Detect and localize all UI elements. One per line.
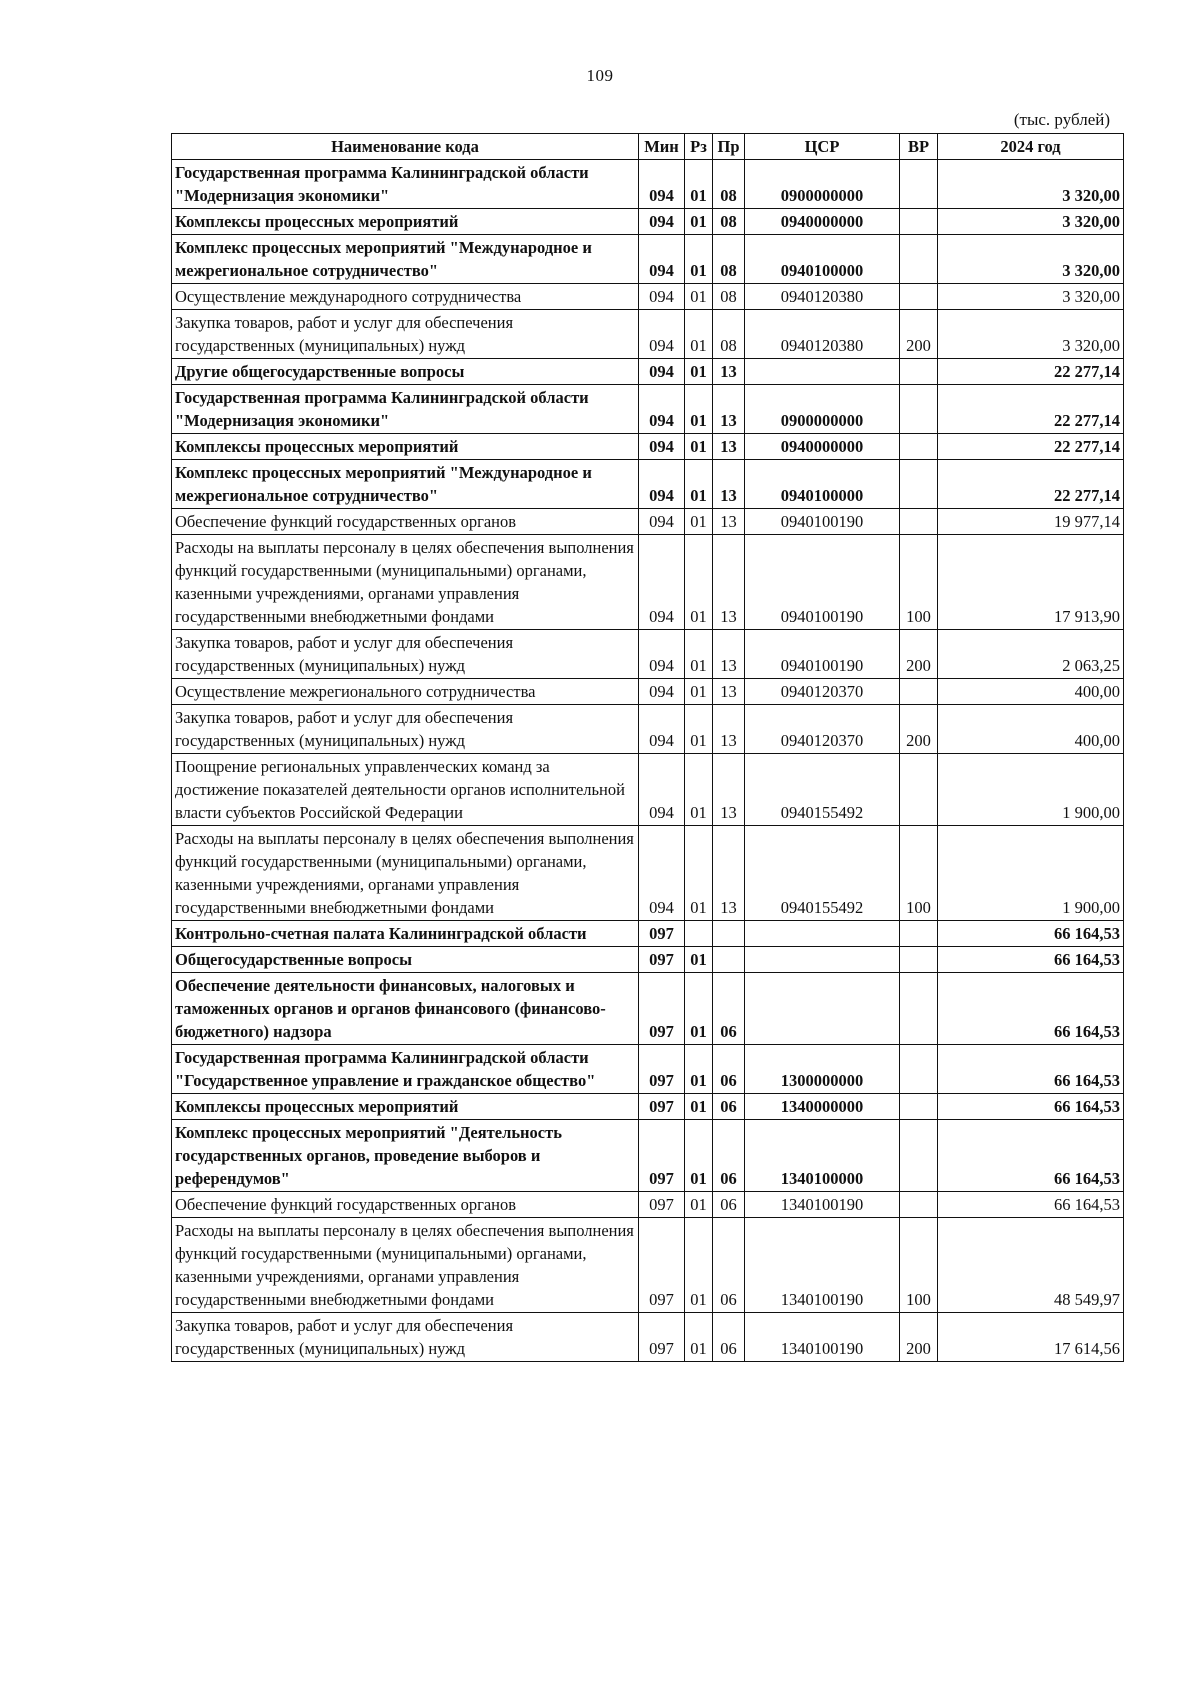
cell-amount: 66 164,53 <box>938 947 1124 973</box>
table-row <box>172 973 1124 1045</box>
cell-pr: 06 <box>713 1218 745 1313</box>
cell-pr: 13 <box>713 705 745 754</box>
cell-rz: 01 <box>685 434 713 460</box>
cell-rz: 01 <box>685 1192 713 1218</box>
table-row <box>172 235 1124 284</box>
table-row <box>172 1218 1124 1313</box>
header-name: Наименование кода <box>172 134 639 160</box>
cell-amount: 66 164,53 <box>938 1094 1124 1120</box>
cell-rz: 01 <box>685 630 713 679</box>
cell-pr: 06 <box>713 1120 745 1192</box>
cell-name: Государственная программа Калининградской области "Модернизация экономики" <box>172 160 639 209</box>
cell-amount: 3 320,00 <box>938 160 1124 209</box>
cell-amount: 3 320,00 <box>938 209 1124 235</box>
cell-vr <box>900 754 938 826</box>
cell-pr: 06 <box>713 1313 745 1362</box>
cell-rz: 01 <box>685 1120 713 1192</box>
cell-amount: 1 900,00 <box>938 754 1124 826</box>
cell-vr: 100 <box>900 826 938 921</box>
cell-min: 094 <box>639 460 685 509</box>
table-row <box>172 947 1124 973</box>
table-row <box>172 509 1124 535</box>
cell-min: 094 <box>639 284 685 310</box>
cell-min: 094 <box>639 359 685 385</box>
cell-vr: 100 <box>900 1218 938 1313</box>
cell-vr <box>900 434 938 460</box>
cell-vr: 200 <box>900 310 938 359</box>
cell-amount: 22 277,14 <box>938 460 1124 509</box>
units-label: (тыс. рублей) <box>1013 110 1110 129</box>
cell-csr: 0940120380 <box>745 310 900 359</box>
cell-rz <box>685 921 713 947</box>
cell-vr: 200 <box>900 1313 938 1362</box>
cell-min: 097 <box>639 1192 685 1218</box>
cell-min: 097 <box>639 921 685 947</box>
cell-vr: 200 <box>900 705 938 754</box>
table-row <box>172 1120 1124 1192</box>
cell-pr: 13 <box>713 434 745 460</box>
cell-csr: 1340000000 <box>745 1094 900 1120</box>
cell-name: Комплексы процессных мероприятий <box>172 209 639 235</box>
cell-csr: 0940100190 <box>745 509 900 535</box>
cell-amount: 66 164,53 <box>938 1192 1124 1218</box>
cell-rz: 01 <box>685 705 713 754</box>
table-row <box>172 1192 1124 1218</box>
cell-pr: 06 <box>713 1045 745 1094</box>
header-rz: Рз <box>685 134 713 160</box>
table-row <box>172 1094 1124 1120</box>
cell-pr: 06 <box>713 973 745 1045</box>
cell-csr: 1340100190 <box>745 1313 900 1362</box>
cell-vr <box>900 359 938 385</box>
cell-min: 094 <box>639 630 685 679</box>
cell-vr <box>900 235 938 284</box>
cell-amount: 2 063,25 <box>938 630 1124 679</box>
cell-rz: 01 <box>685 310 713 359</box>
cell-min: 094 <box>639 385 685 434</box>
table-row <box>172 921 1124 947</box>
cell-name: Осуществление межрегионального сотрудничества <box>172 679 639 705</box>
cell-csr <box>745 359 900 385</box>
cell-pr <box>713 921 745 947</box>
table-row <box>172 826 1124 921</box>
cell-csr <box>745 921 900 947</box>
cell-vr <box>900 160 938 209</box>
cell-amount: 400,00 <box>938 679 1124 705</box>
cell-min: 094 <box>639 160 685 209</box>
cell-min: 097 <box>639 1313 685 1362</box>
cell-csr <box>745 973 900 1045</box>
cell-csr: 0940120380 <box>745 284 900 310</box>
cell-name: Закупка товаров, работ и услуг для обеспечения государственных (муниципальных) нужд <box>172 630 639 679</box>
cell-rz: 01 <box>685 1045 713 1094</box>
cell-name: Расходы на выплаты персоналу в целях обеспечения выполнения функций государственными (муниципальными) органами, казенными учреждениями, органами управления государственными внебюджетными фондами <box>172 1218 639 1313</box>
cell-csr: 0940155492 <box>745 754 900 826</box>
cell-rz: 01 <box>685 973 713 1045</box>
cell-rz: 01 <box>685 535 713 630</box>
cell-amount: 400,00 <box>938 705 1124 754</box>
cell-rz: 01 <box>685 460 713 509</box>
budget-table <box>171 133 1124 1362</box>
cell-vr <box>900 1094 938 1120</box>
cell-csr: 1340100190 <box>745 1192 900 1218</box>
cell-csr: 0940100000 <box>745 235 900 284</box>
table-row <box>172 434 1124 460</box>
cell-vr <box>900 947 938 973</box>
cell-name: Осуществление международного сотрудничества <box>172 284 639 310</box>
table-header-row <box>172 134 1124 160</box>
cell-amount: 17 913,90 <box>938 535 1124 630</box>
table-row <box>172 460 1124 509</box>
cell-rz: 01 <box>685 160 713 209</box>
cell-pr: 13 <box>713 535 745 630</box>
cell-vr <box>900 509 938 535</box>
cell-csr <box>745 947 900 973</box>
cell-min: 097 <box>639 973 685 1045</box>
cell-pr: 13 <box>713 754 745 826</box>
table-row <box>172 209 1124 235</box>
cell-pr: 13 <box>713 460 745 509</box>
table-row <box>172 1313 1124 1362</box>
cell-vr <box>900 973 938 1045</box>
cell-name: Комплексы процессных мероприятий <box>172 1094 639 1120</box>
cell-name: Комплексы процессных мероприятий <box>172 434 639 460</box>
cell-name: Закупка товаров, работ и услуг для обеспечения государственных (муниципальных) нужд <box>172 310 639 359</box>
cell-csr: 0940000000 <box>745 209 900 235</box>
cell-amount: 66 164,53 <box>938 1045 1124 1094</box>
cell-rz: 01 <box>685 1313 713 1362</box>
cell-vr <box>900 921 938 947</box>
cell-csr: 1300000000 <box>745 1045 900 1094</box>
cell-pr: 13 <box>713 359 745 385</box>
cell-min: 094 <box>639 754 685 826</box>
cell-csr: 0940155492 <box>745 826 900 921</box>
cell-amount: 66 164,53 <box>938 921 1124 947</box>
cell-vr <box>900 209 938 235</box>
cell-min: 094 <box>639 705 685 754</box>
cell-pr: 08 <box>713 235 745 284</box>
table-row <box>172 630 1124 679</box>
cell-vr <box>900 460 938 509</box>
cell-pr: 13 <box>713 385 745 434</box>
table-row <box>172 754 1124 826</box>
header-csr: ЦСР <box>745 134 900 160</box>
table-row <box>172 1045 1124 1094</box>
table-row <box>172 535 1124 630</box>
cell-pr: 13 <box>713 509 745 535</box>
cell-pr: 06 <box>713 1192 745 1218</box>
cell-rz: 01 <box>685 947 713 973</box>
cell-vr <box>900 1192 938 1218</box>
cell-pr: 13 <box>713 630 745 679</box>
cell-pr: 06 <box>713 1094 745 1120</box>
cell-rz: 01 <box>685 1094 713 1120</box>
cell-name: Государственная программа Калининградской области "Государственное управление и гражданское общество" <box>172 1045 639 1094</box>
cell-amount: 48 549,97 <box>938 1218 1124 1313</box>
cell-min: 094 <box>639 310 685 359</box>
cell-vr <box>900 1120 938 1192</box>
cell-vr: 100 <box>900 535 938 630</box>
table-row <box>172 160 1124 209</box>
cell-name: Расходы на выплаты персоналу в целях обеспечения выполнения функций государственными (муниципальными) органами, казенными учреждениями, органами управления государственными внебюджетными фондами <box>172 826 639 921</box>
header-amount: 2024 год <box>938 134 1124 160</box>
table-row <box>172 359 1124 385</box>
header-vr: ВР <box>900 134 938 160</box>
cell-pr: 08 <box>713 209 745 235</box>
cell-rz: 01 <box>685 679 713 705</box>
table-row <box>172 284 1124 310</box>
cell-rz: 01 <box>685 754 713 826</box>
cell-name: Обеспечение функций государственных органов <box>172 509 639 535</box>
cell-name: Расходы на выплаты персоналу в целях обеспечения выполнения функций государственными (муниципальными) органами, казенными учреждениями, органами управления государственными внебюджетными фондами <box>172 535 639 630</box>
cell-csr: 0900000000 <box>745 385 900 434</box>
cell-csr: 0940120370 <box>745 705 900 754</box>
cell-min: 094 <box>639 826 685 921</box>
cell-name: Обеспечение деятельности финансовых, налоговых и таможенных органов и органов финансового (финансово-бюджетного) надзора <box>172 973 639 1045</box>
table-row <box>172 705 1124 754</box>
cell-rz: 01 <box>685 509 713 535</box>
cell-csr: 0940120370 <box>745 679 900 705</box>
cell-amount: 19 977,14 <box>938 509 1124 535</box>
cell-name: Обеспечение функций государственных органов <box>172 1192 639 1218</box>
cell-min: 097 <box>639 947 685 973</box>
cell-csr: 1340100000 <box>745 1120 900 1192</box>
cell-min: 094 <box>639 535 685 630</box>
cell-min: 094 <box>639 434 685 460</box>
cell-pr <box>713 947 745 973</box>
cell-csr: 0940100000 <box>745 460 900 509</box>
cell-name: Поощрение региональных управленческих команд за достижение показателей деятельности органов исполнительной власти субъектов Российской Федерации <box>172 754 639 826</box>
cell-amount: 22 277,14 <box>938 359 1124 385</box>
cell-csr: 0940100190 <box>745 630 900 679</box>
cell-vr: 200 <box>900 630 938 679</box>
cell-name: Комплекс процессных мероприятий "Международное и межрегиональное сотрудничество" <box>172 235 639 284</box>
cell-amount: 22 277,14 <box>938 434 1124 460</box>
cell-csr: 0940000000 <box>745 434 900 460</box>
header-min: Мин <box>639 134 685 160</box>
cell-min: 094 <box>639 509 685 535</box>
cell-name: Общегосударственные вопросы <box>172 947 639 973</box>
cell-vr <box>900 284 938 310</box>
cell-min: 094 <box>639 679 685 705</box>
cell-pr: 08 <box>713 284 745 310</box>
cell-amount: 22 277,14 <box>938 385 1124 434</box>
page-number: 109 <box>586 66 614 85</box>
cell-vr <box>900 1045 938 1094</box>
cell-pr: 08 <box>713 310 745 359</box>
cell-amount: 1 900,00 <box>938 826 1124 921</box>
cell-rz: 01 <box>685 235 713 284</box>
cell-min: 097 <box>639 1218 685 1313</box>
cell-min: 097 <box>639 1094 685 1120</box>
cell-min: 097 <box>639 1045 685 1094</box>
cell-name: Комплекс процессных мероприятий "Международное и межрегиональное сотрудничество" <box>172 460 639 509</box>
cell-min: 094 <box>639 235 685 284</box>
cell-min: 097 <box>639 1120 685 1192</box>
cell-name: Комплекс процессных мероприятий "Деятельность государственных органов, проведение выборов и референдумов" <box>172 1120 639 1192</box>
cell-csr: 0900000000 <box>745 160 900 209</box>
cell-name: Другие общегосударственные вопросы <box>172 359 639 385</box>
cell-vr <box>900 385 938 434</box>
cell-name: Закупка товаров, работ и услуг для обеспечения государственных (муниципальных) нужд <box>172 1313 639 1362</box>
cell-amount: 3 320,00 <box>938 235 1124 284</box>
cell-min: 094 <box>639 209 685 235</box>
cell-rz: 01 <box>685 209 713 235</box>
header-pr: Пр <box>713 134 745 160</box>
cell-rz: 01 <box>685 1218 713 1313</box>
cell-amount: 66 164,53 <box>938 973 1124 1045</box>
table-row <box>172 310 1124 359</box>
table-row <box>172 385 1124 434</box>
cell-amount: 66 164,53 <box>938 1120 1124 1192</box>
cell-name: Контрольно-счетная палата Калининградской области <box>172 921 639 947</box>
cell-rz: 01 <box>685 826 713 921</box>
cell-rz: 01 <box>685 385 713 434</box>
cell-name: Государственная программа Калининградской области "Модернизация экономики" <box>172 385 639 434</box>
cell-csr: 0940100190 <box>745 535 900 630</box>
cell-rz: 01 <box>685 284 713 310</box>
cell-amount: 3 320,00 <box>938 310 1124 359</box>
cell-name: Закупка товаров, работ и услуг для обеспечения государственных (муниципальных) нужд <box>172 705 639 754</box>
cell-pr: 13 <box>713 679 745 705</box>
cell-pr: 13 <box>713 826 745 921</box>
cell-vr <box>900 679 938 705</box>
table-body <box>172 160 1124 1362</box>
table-row <box>172 679 1124 705</box>
cell-amount: 3 320,00 <box>938 284 1124 310</box>
cell-rz: 01 <box>685 359 713 385</box>
cell-pr: 08 <box>713 160 745 209</box>
cell-csr: 1340100190 <box>745 1218 900 1313</box>
cell-amount: 17 614,56 <box>938 1313 1124 1362</box>
